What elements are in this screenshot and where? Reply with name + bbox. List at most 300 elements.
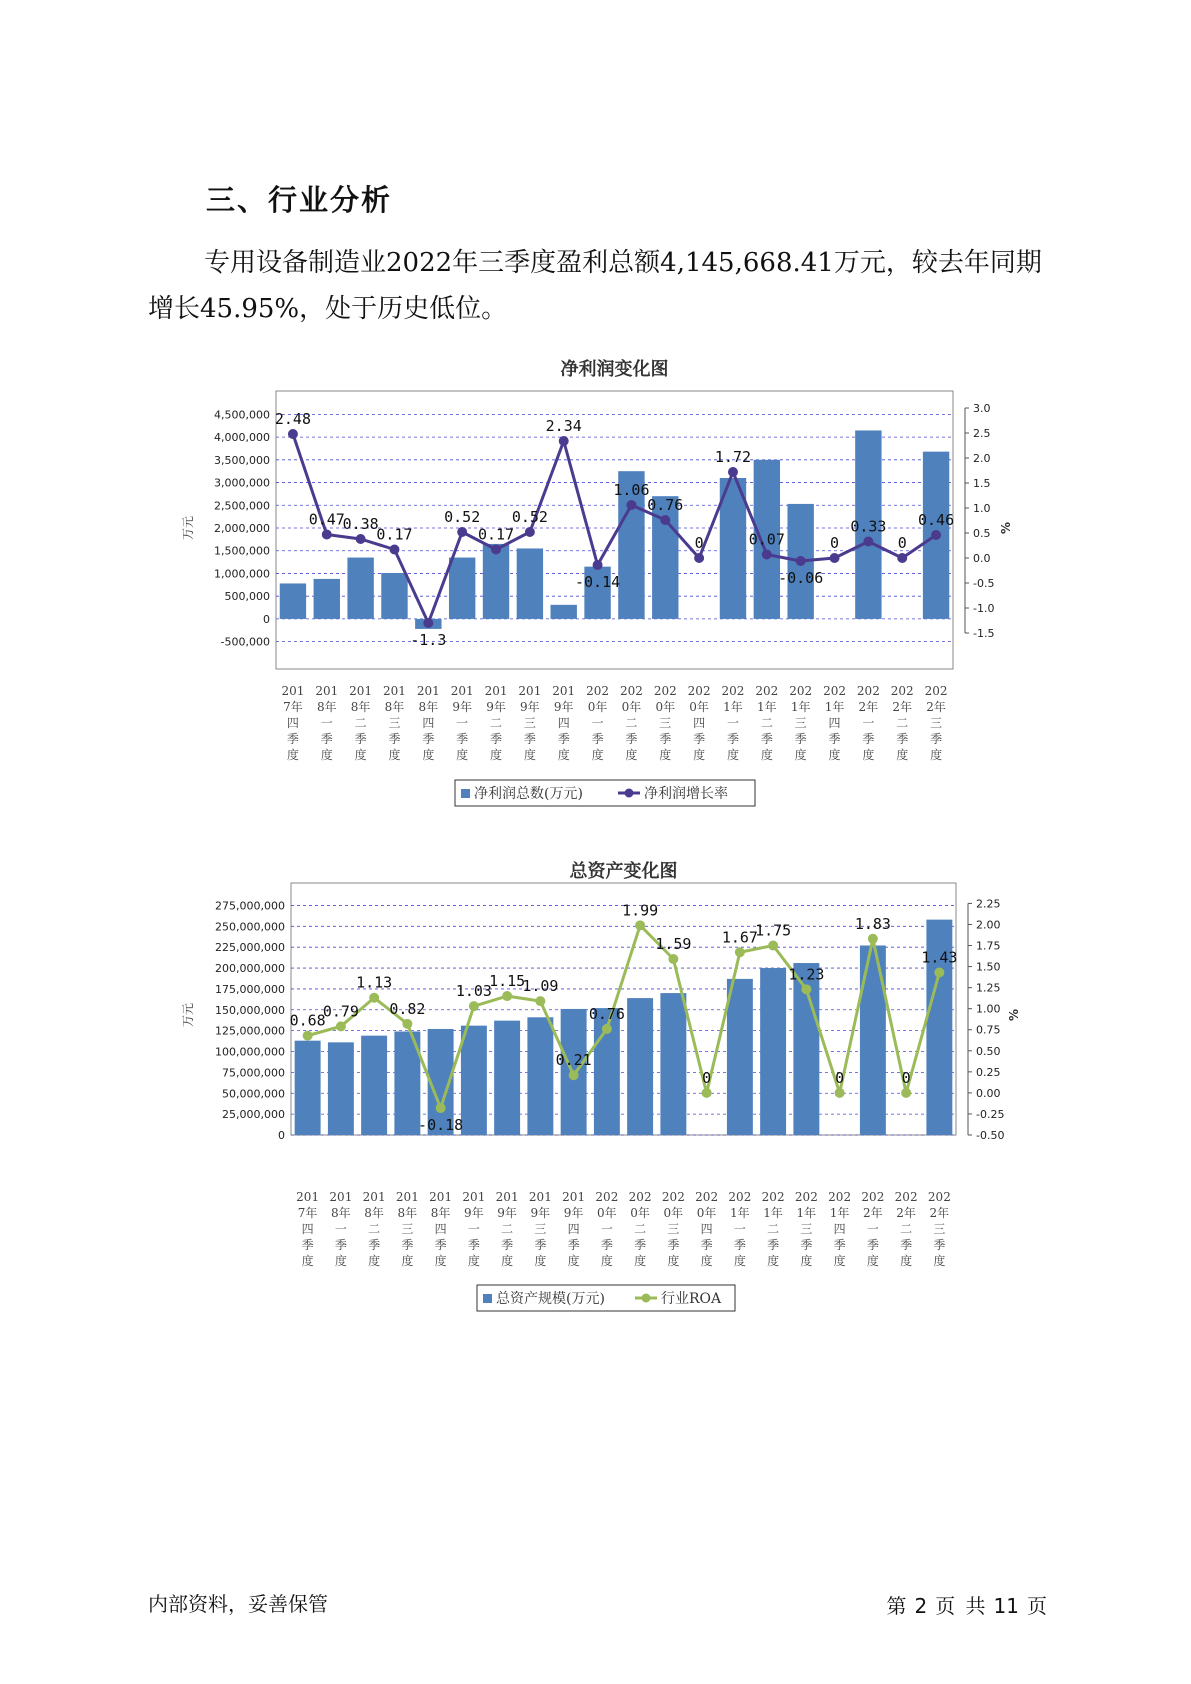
y-tick-label: 3,000,000 — [214, 476, 270, 490]
x-tick-label: 度 — [320, 748, 333, 762]
data-label: 0.52 — [511, 508, 548, 526]
x-tick-label: 度 — [896, 748, 909, 762]
bar — [627, 998, 653, 1135]
data-label: 0.07 — [748, 530, 785, 549]
y-tick-label: 50,000,000 — [222, 1087, 285, 1101]
x-tick-label: 度 — [760, 748, 773, 762]
x-tick-label: 9年 — [464, 1206, 484, 1220]
x-tick-label: 度 — [434, 1254, 447, 1268]
x-tick-label: 202 — [861, 1190, 885, 1204]
x-tick-label: 三 — [523, 716, 536, 730]
line-point — [835, 1088, 845, 1098]
x-tick-label: 季 — [760, 732, 773, 746]
x-tick-label: 四 — [828, 716, 841, 730]
x-tick-label: 二 — [896, 716, 909, 730]
line-point — [303, 1031, 313, 1041]
y2-tick-label: 1.0 — [973, 502, 991, 515]
x-tick-label: 季 — [700, 1238, 713, 1252]
x-tick-label: 三 — [401, 1222, 414, 1236]
x-tick-label: 8年 — [397, 1206, 418, 1220]
x-tick-label: 0年 — [630, 1206, 650, 1220]
data-label: 0 — [702, 1068, 712, 1087]
x-tick-label: 一 — [320, 716, 333, 730]
y2-tick-label: 1.00 — [976, 1002, 1001, 1016]
page-prefix: 第 — [886, 1594, 907, 1618]
line-point — [728, 467, 738, 477]
y-tick-label: 4,500,000 — [214, 408, 270, 422]
line-point — [801, 984, 811, 994]
x-tick-label: 季 — [933, 1238, 946, 1252]
x-tick-label: 202 — [653, 684, 677, 698]
y2-tick-label: 0.25 — [976, 1065, 1001, 1079]
y-tick-label: 2,500,000 — [214, 499, 270, 513]
y2-tick-label: 2.5 — [973, 427, 991, 440]
x-tick-label: 201 — [329, 1190, 353, 1204]
y-tick-label: 0 — [278, 1129, 285, 1142]
bar — [760, 968, 786, 1135]
data-label: 1.99 — [622, 901, 659, 920]
x-tick-label: 201 — [315, 684, 339, 698]
x-tick-label: 201 — [429, 1190, 453, 1204]
line-point — [502, 991, 512, 1001]
x-tick-label: 7年 — [297, 1206, 318, 1220]
y-tick-label: 1,500,000 — [214, 544, 270, 558]
x-tick-label: 季 — [434, 1238, 447, 1252]
y-tick-label: 2,000,000 — [214, 522, 270, 535]
y-tick-label: 4,000,000 — [214, 431, 270, 445]
line-point — [356, 534, 366, 544]
x-tick-label: 0年 — [621, 700, 642, 714]
x-tick-label: 8年 — [350, 700, 371, 714]
x-tick-label: 一 — [726, 716, 739, 730]
x-tick-label: 1年 — [824, 700, 845, 714]
line-point — [694, 553, 704, 563]
y-tick-label: 0 — [263, 612, 270, 626]
bar — [527, 1017, 553, 1135]
x-tick-label: 201 — [281, 684, 305, 698]
x-tick-label: 三 — [659, 716, 672, 730]
x-tick-label: 季 — [401, 1238, 414, 1252]
y2-tick-label: 1.75 — [976, 939, 1001, 953]
data-label: -1.3 — [410, 631, 447, 649]
data-label: 2.34 — [545, 417, 582, 435]
data-label: 1.23 — [788, 965, 825, 984]
line-point — [735, 947, 745, 957]
x-tick-label: 三 — [794, 716, 807, 730]
x-tick-label: 201 — [416, 684, 440, 698]
x-tick-label: 度 — [534, 1254, 547, 1268]
x-tick-label: 三 — [933, 1222, 946, 1236]
data-label: 0.38 — [342, 515, 379, 533]
y2-tick-label: 0.0 — [973, 552, 991, 565]
data-label: 0.76 — [647, 496, 684, 514]
x-tick-label: 季 — [800, 1238, 813, 1252]
y2-tick-label: 3.0 — [973, 402, 991, 415]
x-tick-label: 四 — [833, 1222, 846, 1236]
line-point — [436, 1103, 446, 1113]
line-point — [525, 527, 535, 537]
x-tick-label: 季 — [767, 1238, 780, 1252]
x-tick-label: 度 — [800, 1254, 813, 1268]
x-tick-label: 201 — [528, 1190, 552, 1204]
legend-bar-swatch — [461, 789, 470, 798]
x-tick-label: 202 — [794, 1190, 818, 1204]
y-tick-label: -500,000 — [220, 635, 270, 649]
x-tick-label: 季 — [490, 732, 503, 746]
y-tick-label: 225,000,000 — [215, 941, 285, 955]
legend-label: 净利润增长率 — [644, 786, 728, 802]
y2-tick-label: 2.00 — [976, 918, 1001, 932]
line-point — [602, 1024, 612, 1034]
x-tick-label: 季 — [900, 1238, 913, 1252]
y2-tick-label: -1.0 — [973, 602, 995, 615]
x-tick-label: 201 — [562, 1190, 586, 1204]
x-tick-label: 度 — [501, 1254, 514, 1268]
x-tick-label: 8年 — [430, 1206, 451, 1220]
summary-paragraph: 专用设备制造业2022年三季度盈利总额4,145,668.41万元，较去年同期增长45.95%，处于历史低位。 — [148, 248, 1042, 324]
line-point — [322, 530, 332, 540]
bar — [461, 1026, 487, 1135]
x-tick-label: 四 — [700, 1222, 713, 1236]
x-tick-label: 2年 — [858, 700, 879, 714]
x-tick-label: 202 — [728, 1190, 752, 1204]
x-tick-label: 季 — [334, 1238, 347, 1252]
x-tick-label: 季 — [659, 732, 672, 746]
x-tick-label: 季 — [523, 732, 536, 746]
data-label: 0.68 — [289, 1011, 326, 1030]
x-tick-label: 度 — [693, 748, 706, 762]
x-tick-label: 季 — [557, 732, 570, 746]
y-tick-label: 3,500,000 — [214, 453, 270, 467]
x-tick-label: 二 — [490, 716, 503, 730]
y-axis-title: 万元 — [181, 1002, 195, 1028]
x-tick-label: 二 — [634, 1222, 647, 1236]
line-point — [423, 618, 433, 628]
data-label: 1.59 — [655, 935, 692, 953]
y-tick-label: 275,000,000 — [215, 899, 285, 913]
x-tick-label: 度 — [334, 1254, 347, 1268]
x-tick-label: 度 — [467, 1254, 480, 1268]
y2-axis-title: % — [999, 521, 1013, 535]
x-tick-label: 四 — [557, 716, 570, 730]
x-tick-label: 9年 — [530, 1206, 551, 1220]
line-point — [457, 527, 467, 537]
line-point — [635, 920, 645, 930]
y-tick-label: 1,000,000 — [214, 567, 270, 581]
x-tick-label: 二 — [760, 716, 773, 730]
data-label: 0.79 — [322, 1002, 359, 1021]
bar — [727, 979, 753, 1135]
x-tick-label: 度 — [794, 748, 807, 762]
data-label: 1.72 — [714, 448, 752, 466]
bar — [660, 993, 686, 1135]
data-label: 0 — [694, 534, 704, 552]
x-tick-label: 0年 — [655, 700, 676, 714]
x-tick-label: 四 — [301, 1222, 314, 1236]
x-tick-label: 202 — [661, 1190, 685, 1204]
x-tick-label: 度 — [591, 748, 604, 762]
x-tick-label: 1年 — [757, 700, 777, 714]
data-label: 0.17 — [376, 525, 413, 544]
x-tick-label: 201 — [484, 684, 508, 698]
x-tick-label: 度 — [828, 748, 841, 762]
data-label: 1.13 — [356, 973, 393, 992]
x-tick-label: 202 — [828, 1190, 852, 1204]
x-tick-label: 度 — [523, 748, 536, 762]
x-tick-label: 季 — [733, 1238, 746, 1252]
x-tick-label: 度 — [930, 748, 943, 762]
x-tick-label: 7年 — [283, 700, 303, 714]
x-tick-label: 度 — [422, 748, 435, 762]
x-tick-label: 8年 — [418, 700, 439, 714]
x-tick-label: 四 — [286, 716, 299, 730]
y-tick-label: 500,000 — [224, 590, 270, 604]
x-tick-label: 202 — [890, 684, 914, 698]
y-tick-label: 175,000,000 — [215, 982, 285, 996]
x-tick-label: 9年 — [520, 700, 540, 714]
x-tick-label: 度 — [286, 748, 299, 762]
x-tick-label: 度 — [726, 748, 739, 762]
x-tick-label: 202 — [695, 1190, 719, 1204]
y2-tick-label: 2.25 — [976, 897, 1001, 911]
x-tick-label: 季 — [534, 1238, 547, 1252]
x-tick-label: 201 — [362, 1190, 386, 1204]
x-tick-label: 度 — [354, 748, 367, 762]
x-tick-label: 2年 — [926, 700, 946, 714]
x-tick-label: 202 — [856, 684, 880, 698]
x-tick-label: 二 — [354, 716, 367, 730]
x-tick-label: 1年 — [790, 700, 811, 714]
x-tick-label: 202 — [894, 1190, 918, 1204]
x-tick-label: 度 — [634, 1254, 647, 1268]
data-label: 1.15 — [489, 972, 526, 991]
legend-label: 行业ROA — [661, 1291, 722, 1307]
x-tick-label: 二 — [501, 1222, 514, 1236]
x-tick-label: 度 — [368, 1254, 381, 1268]
page-number — [882, 1590, 1051, 1619]
data-label: 1.06 — [613, 481, 650, 499]
footer-confidential: 内部资料，妥善保管 — [148, 1592, 328, 1616]
x-tick-label: 度 — [388, 748, 401, 762]
line-point — [660, 515, 670, 525]
bar — [551, 605, 577, 619]
x-tick-label: 0年 — [597, 1206, 617, 1220]
x-tick-label: 一 — [733, 1222, 746, 1236]
x-tick-label: 度 — [667, 1254, 680, 1268]
data-label: 0 — [830, 534, 840, 552]
data-label: 1.67 — [721, 928, 758, 947]
x-tick-label: 一 — [866, 1222, 879, 1236]
line-point — [897, 553, 907, 563]
data-label: 0.82 — [389, 999, 426, 1018]
bar — [295, 1041, 321, 1135]
y-tick-label: 25,000,000 — [222, 1108, 285, 1122]
y-tick-label: 150,000,000 — [215, 1003, 285, 1017]
x-tick-label: 度 — [866, 1254, 879, 1268]
line-point — [626, 500, 636, 510]
x-tick-label: 201 — [395, 1190, 419, 1204]
x-tick-label: 季 — [634, 1238, 647, 1252]
x-tick-label: 季 — [301, 1238, 314, 1252]
x-tick-label: 201 — [349, 684, 373, 698]
x-tick-label: 季 — [286, 732, 299, 746]
x-tick-label: 度 — [659, 748, 672, 762]
x-tick-label: 二 — [368, 1222, 381, 1236]
data-label: 1.43 — [921, 948, 958, 967]
y-tick-label: 200,000,000 — [215, 962, 285, 976]
data-label: -0.14 — [574, 573, 621, 591]
line-point — [768, 941, 778, 951]
x-tick-label: 季 — [501, 1238, 514, 1252]
data-label: 0.76 — [588, 1004, 625, 1023]
line-point — [668, 954, 678, 964]
line-point — [863, 537, 873, 547]
x-tick-label: 202 — [755, 684, 779, 698]
x-tick-label: 度 — [490, 748, 503, 762]
y2-tick-label: -0.25 — [976, 1107, 1005, 1121]
y2-tick-label: -1.5 — [973, 627, 995, 640]
x-tick-label: 季 — [930, 732, 943, 746]
x-tick-label: 202 — [595, 1190, 619, 1204]
x-tick-label: 季 — [862, 732, 875, 746]
x-tick-label: 季 — [726, 732, 739, 746]
x-tick-label: 季 — [693, 732, 706, 746]
x-tick-label: 季 — [388, 732, 401, 746]
net-profit-chart — [0, 355, 1191, 815]
x-tick-label: 一 — [862, 716, 875, 730]
x-tick-label: 202 — [687, 684, 711, 698]
x-tick-label: 度 — [401, 1254, 414, 1268]
x-tick-label: 202 — [586, 684, 610, 698]
chart-title: 总资产变化图 — [569, 861, 678, 882]
x-tick-label: 度 — [700, 1254, 713, 1268]
x-tick-label: 度 — [456, 748, 469, 762]
line-point — [369, 993, 379, 1003]
data-label: 1.83 — [854, 914, 891, 933]
x-tick-label: 季 — [600, 1238, 613, 1252]
chart-title: 净利润变化图 — [560, 359, 669, 380]
x-tick-label: 0年 — [587, 700, 608, 714]
x-tick-label: 季 — [625, 732, 638, 746]
line-point — [535, 996, 545, 1006]
section-heading: 三、行业分析 — [206, 183, 393, 217]
x-tick-label: 1年 — [730, 1206, 750, 1220]
x-tick-label: 三 — [800, 1222, 813, 1236]
y-tick-label: 100,000,000 — [215, 1045, 285, 1059]
x-tick-label: 202 — [619, 684, 643, 698]
x-tick-label: 202 — [927, 1190, 951, 1204]
x-tick-label: 9年 — [563, 1206, 584, 1220]
line-point — [934, 967, 944, 977]
x-tick-label: 三 — [930, 716, 943, 730]
x-tick-label: 201 — [462, 1190, 486, 1204]
data-label: 1.09 — [522, 977, 559, 996]
x-tick-label: 度 — [567, 1254, 580, 1268]
x-tick-label: 季 — [467, 1238, 480, 1252]
x-tick-label: 度 — [767, 1254, 780, 1268]
x-tick-label: 1年 — [723, 700, 743, 714]
line-point — [796, 556, 806, 566]
data-label: 0.21 — [555, 1051, 592, 1070]
x-tick-label: 度 — [933, 1254, 946, 1268]
x-tick-label: 202 — [721, 684, 745, 698]
x-tick-label: 季 — [320, 732, 333, 746]
bar — [280, 583, 306, 618]
bar — [328, 1042, 354, 1135]
y-axis-title: 万元 — [181, 515, 195, 541]
page-suffix: 页 — [1027, 1594, 1047, 1618]
y2-tick-label: 1.5 — [973, 477, 991, 490]
y2-tick-label: 0.50 — [976, 1044, 1001, 1058]
y2-tick-label: 2.0 — [973, 452, 991, 465]
x-tick-label: 季 — [567, 1238, 580, 1252]
data-label: 0.46 — [918, 511, 955, 529]
x-tick-label: 度 — [833, 1254, 846, 1268]
y2-axis-title: % — [1007, 1008, 1021, 1022]
y2-tick-label: -0.5 — [973, 577, 995, 590]
x-tick-label: 2年 — [863, 1206, 883, 1220]
y-tick-label: 250,000,000 — [215, 920, 285, 934]
x-tick-label: 一 — [600, 1222, 613, 1236]
data-label: 2.48 — [274, 410, 311, 428]
page-total: 11 — [993, 1594, 1019, 1618]
x-tick-label: 8年 — [316, 700, 337, 714]
x-tick-label: 二 — [900, 1222, 913, 1236]
x-tick-label: 季 — [354, 732, 367, 746]
x-tick-label: 度 — [625, 748, 638, 762]
x-tick-label: 季 — [794, 732, 807, 746]
x-tick-label: 201 — [552, 684, 576, 698]
x-tick-label: 2年 — [896, 1206, 916, 1220]
line-point — [702, 1088, 712, 1098]
y2-tick-label: 1.25 — [976, 981, 1001, 995]
x-tick-label: 季 — [368, 1238, 381, 1252]
page-mid: 页 共 — [935, 1594, 986, 1618]
line-point — [469, 1001, 479, 1011]
bar — [381, 573, 407, 619]
data-label: 0.17 — [477, 525, 515, 544]
x-tick-label: 季 — [866, 1238, 879, 1252]
x-tick-label: 三 — [534, 1222, 547, 1236]
x-tick-label: 9年 — [486, 700, 506, 714]
x-tick-label: 四 — [693, 716, 706, 730]
y2-tick-label: 0.75 — [976, 1023, 1001, 1037]
x-tick-label: 四 — [422, 716, 435, 730]
x-tick-label: 一 — [467, 1222, 480, 1236]
x-tick-label: 9年 — [452, 700, 472, 714]
x-tick-label: 一 — [591, 716, 604, 730]
line-point — [593, 560, 603, 570]
x-tick-label: 季 — [456, 732, 469, 746]
x-tick-label: 0年 — [689, 700, 709, 714]
bar — [347, 558, 373, 619]
line-point — [288, 429, 298, 439]
x-tick-label: 9年 — [553, 700, 574, 714]
legend-label: 总资产规模(万元) — [496, 1291, 605, 1307]
line-point — [491, 545, 501, 555]
x-tick-label: 度 — [733, 1254, 746, 1268]
x-tick-label: 8年 — [384, 700, 405, 714]
data-label: 0.52 — [444, 508, 481, 526]
x-tick-label: 201 — [450, 684, 474, 698]
x-tick-label: 季 — [896, 732, 909, 746]
legend-bar-swatch — [483, 1294, 492, 1303]
x-tick-label: 二 — [767, 1222, 780, 1236]
bar — [494, 1021, 520, 1135]
data-label: 0 — [901, 1068, 911, 1087]
data-label: 1.75 — [755, 921, 792, 940]
x-tick-label: 0年 — [696, 1206, 717, 1220]
